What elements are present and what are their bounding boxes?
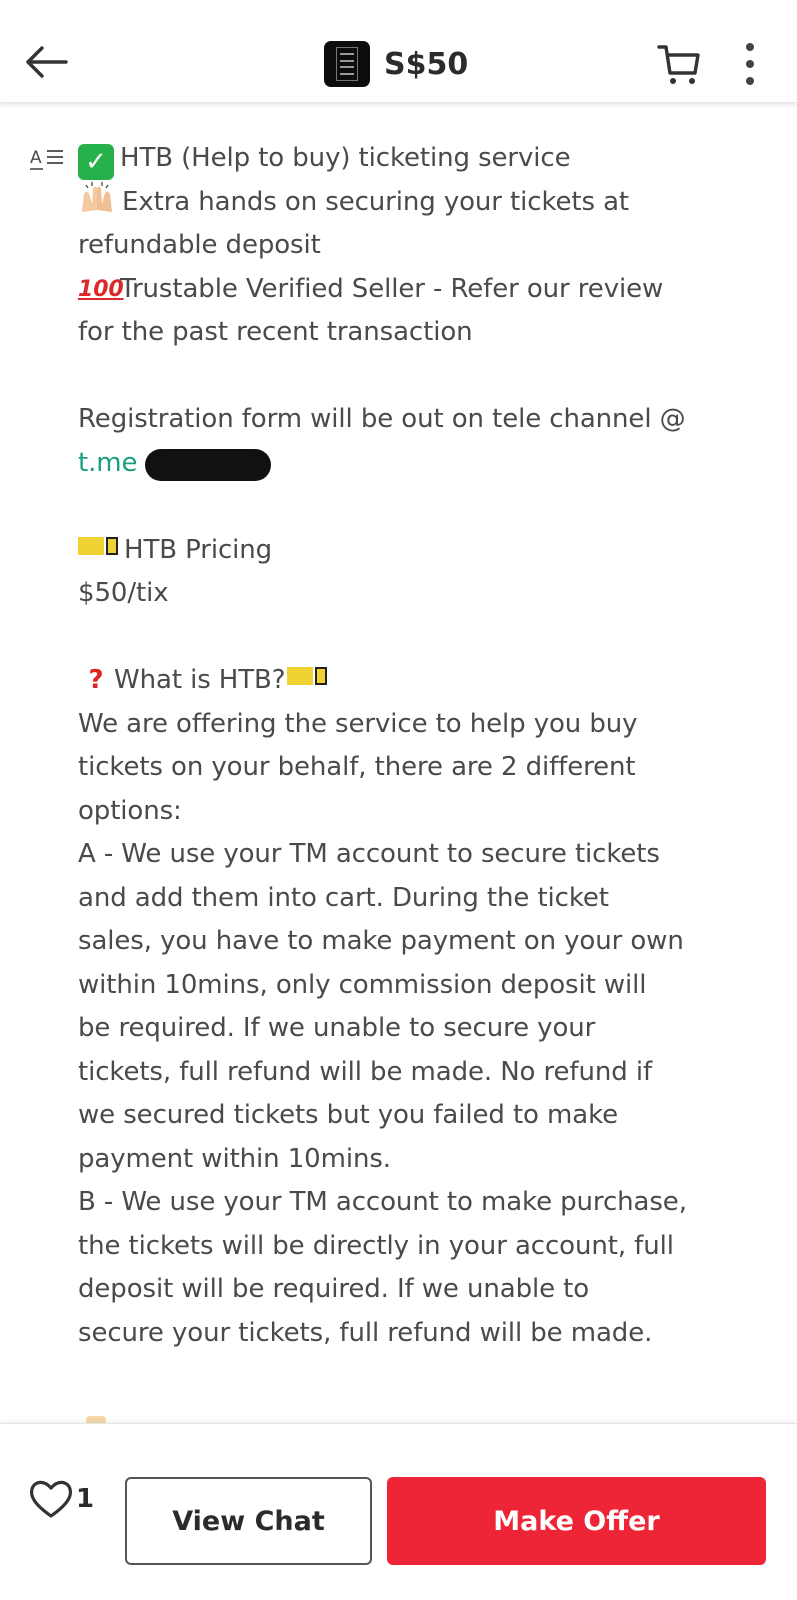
view-chat-button[interactable]: View Chat xyxy=(125,1477,372,1565)
desc-line: A - We use your TM account to secure tickets xyxy=(78,839,660,869)
more-options-button[interactable] xyxy=(735,38,765,90)
heart-icon xyxy=(28,1478,74,1520)
check-mark-icon: ✓ xyxy=(78,144,114,180)
desc-line: the tickets will be directly in your account, full xyxy=(78,1230,674,1261)
desc-line: options: xyxy=(78,795,182,826)
more-vertical-icon xyxy=(746,43,754,51)
like-button[interactable] xyxy=(28,1478,94,1520)
desc-line: sales, you have to make payment on your own xyxy=(78,926,684,956)
desc-line: We are offering the service to help you buy xyxy=(78,708,638,739)
svg-text:A: A xyxy=(30,148,42,168)
desc-line: tickets on your behalf, there are 2 different xyxy=(78,752,636,782)
desc-line: we secured tickets but you failed to make xyxy=(78,1100,618,1130)
thumbnail-artwork xyxy=(336,47,358,81)
desc-line: 100Trustable Verified Seller - Refer our review xyxy=(78,268,778,312)
desc-line: for the past recent transaction xyxy=(78,317,473,347)
telegram-link[interactable]: t.me xyxy=(78,447,138,478)
cart-button[interactable] xyxy=(654,38,706,90)
desc-line: Registration form will be out on tele channel @ xyxy=(78,404,686,434)
top-app-bar xyxy=(0,0,797,103)
listing-description xyxy=(78,137,778,1355)
question-mark-icon: ? xyxy=(88,665,104,695)
desc-line: payment within 10mins. xyxy=(78,1143,391,1174)
desc-line: and add them into cart. During the ticket xyxy=(78,882,609,913)
listing-title xyxy=(324,41,468,87)
desc-line: secure your tickets, full refund will be made. xyxy=(78,1317,653,1348)
back-button[interactable] xyxy=(20,38,72,86)
desc-line: ✓ HTB (Help to buy) ticketing service xyxy=(78,137,778,181)
listing-price: S$50 xyxy=(384,46,469,82)
desc-line: ? What is HTB? xyxy=(78,659,778,703)
desc-line: tickets, full refund will be made. No refund if xyxy=(78,1056,652,1087)
like-count: 1 xyxy=(76,1484,95,1514)
desc-line: Extra hands on securing your tickets at xyxy=(78,181,778,225)
ticket-icon xyxy=(78,535,118,557)
desc-line: refundable deposit xyxy=(78,230,321,260)
desc-line: HTB Pricing xyxy=(78,529,778,573)
hundred-points-icon: 100 xyxy=(78,276,124,302)
arrow-left-icon xyxy=(24,45,68,79)
raising-hands-icon xyxy=(78,182,116,214)
desc-line: B - We use your TM account to make purchase, xyxy=(78,1187,687,1217)
ticket-icon xyxy=(287,665,327,687)
cart-icon xyxy=(657,41,703,87)
listing-thumbnail[interactable] xyxy=(324,41,370,87)
make-offer-button[interactable]: Make Offer xyxy=(387,1477,766,1565)
desc-line: within 10mins, only commission deposit will xyxy=(78,969,647,1000)
desc-line: deposit will be required. If we unable to xyxy=(78,1274,590,1304)
redaction-mark xyxy=(145,449,271,481)
desc-line: be required. If we unable to secure your xyxy=(78,1013,596,1043)
desc-line: $50/tix xyxy=(78,578,169,608)
translate-icon[interactable] xyxy=(30,145,66,177)
